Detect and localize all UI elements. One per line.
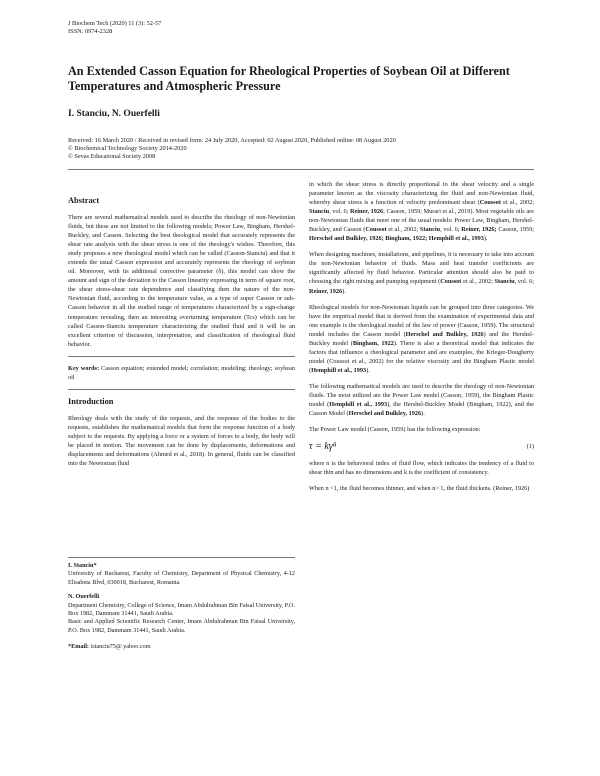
citation: Stanciu [494, 278, 515, 286]
citation: Coussot [365, 226, 387, 234]
equation-formula: τ = kγ̇ⁿ [309, 441, 336, 453]
author-affiliations [68, 562, 295, 652]
affiliation-address: Department Chemistry, College of Science, Imam Abdulrahman Bin Faisal University, P.O. Box 1982, Dammam 31441, Saudi Arabia. [68, 601, 295, 618]
paragraph: where n is the behavioral index of fluid flow, which indicates the tendency of a fluid to shear thin and has no dimensions and k is the coefficient of consistency. [309, 460, 534, 477]
header-divider [68, 169, 534, 170]
paragraph: The Power Law model (Casson, 1959) has the following expression: [309, 426, 481, 434]
received-dates: Received: 16 March 2020 / Received in revised form: 24 July 2020, Accepted: 02 August 2020, Published online: 08 August 2020 [68, 137, 396, 144]
citation: Reiner, 1926 [309, 287, 343, 295]
citation: Stanciu [419, 226, 441, 234]
citation: Herschel and Bulkley, 1926 [348, 410, 422, 418]
citation: Stanciu [309, 208, 330, 216]
email-label: *Email: [68, 643, 89, 651]
paragraph: in which the shear stress is directly proportional to the shear velocity and a single parameter known as the viscosity characterizing the fluid and non-Newtonian fluid, whereby shear stress is a function of velocity predominant shear (Coussot et al., 2002; Stanciu, vol. 6; Reiner, 1926; Casson, 1959; Murari et al., 2019). Most vegetable oils are non-Newtonian fluids that meet one of the usual models: Power Law, Bingham, Hershel-Buckley, and Casson (Coussot et al., 2002; Stanciu, vol. 6; Reiner, 1926; Casson, 1959; Herschel and Bulkley, 1926; Bingham, 1922; Hemphill et al., 1993). [309, 181, 534, 243]
journal-header [68, 20, 161, 37]
email-address[interactable]: istanciu75@ yahoo.com [90, 643, 151, 651]
affiliation-name: N. Ouerfelli [68, 593, 100, 601]
citation: Reiner, 1926 [349, 208, 384, 216]
affiliation-address: Basic and Applied Scientific Research Center, Imam Abdulrahman Bin Faisal University, P.O. Box 1982, Dammam 31441, Saudi Arabia. [68, 618, 295, 634]
citation: Coussot [440, 278, 462, 286]
citation: Coussot [479, 199, 501, 207]
equation-number: (1) [526, 443, 534, 451]
citation: Reiner, 1926; [461, 226, 497, 234]
keywords-label: Key words: [68, 364, 100, 372]
keywords [68, 364, 295, 382]
equation-1 [309, 442, 534, 451]
paragraph: When designing machines, installations, and pipelines, it is necessary to take into account the non-Newtonian behavior of fluids. Mass and heat transfer coefficients are significantly affected by fluid behavior. Particular attention should also be paid to choosing the right mixing and pumping equipment (Coussot et al., 2002; Stanciu, vol. 6; Reiner, 1926). [309, 251, 534, 295]
citation: Herschel and Bulkley, 1926 [405, 330, 484, 338]
paper-title: An Extended Casson Equation for Rheological Properties of Soybean Oil at Different Temperatures and Atmospheric Pressure [68, 64, 510, 93]
citation: Hemphill et al., 1993 [329, 401, 388, 409]
publication-history [68, 137, 538, 162]
abstract-text: There are several mathematical models used to describe the rheology of non-Newtonian fluids, but these are not limited to the following models; Power Law, Bingham, Hershel-Buckley, and Casson. Selecting the best theological model that accurately represents the shear rate analysis with the shear stress is one of the rheology's wishes. Therefore, this study proposes a new rheological model which can be called (Casson-Stanciu) and that it extends the usual Casson expression and accurately represents the rheology of soybean oil. Moreover, with its additional corrective parameter (δ), this model can show the amount and sign of the deviation to the Casson linearity expressing in term of square root, the shear stress-shear rate dependence and classifying then the nature of the non-Newtonian fluid, according to the temperature value, as a type of super Casson or sub-Casson behavior in all the studied range of temperatures characterized by a sign-change temperature revealing, then an interesting overturning temperature (Tcs) which can be called Casson-Stanciu temperature characterizing the studied fluid and it will be an excellent criterion of discussion, interpretation, and classification of rheological fluid behavior. [68, 214, 295, 348]
paper-authors: I. Stanciu, N. Ouerfelli [68, 109, 160, 119]
abstract-heading: Abstract [68, 196, 100, 205]
citation: Herschel and Bulkley, 1926; Bingham, 1922; Hemphill et al., 1993 [309, 235, 484, 243]
introduction-heading: Introduction [68, 396, 114, 406]
paragraph: When n <1, the fluid becomes thinner, and when n> 1, the fluid thickens. (Reiner, 1926) [309, 485, 530, 493]
paragraph: The following mathematical models are used to describe the rheology of non-Newtonian fluids. The most utilized are the Power Law model (Casson, 1959), the Bingham Plastic model (Hemphill et al., 1993), the Hershel-Buckley Model (Bingham, 1922), and the Casson Model (Herschel and Bulkley, 1926). [309, 382, 534, 418]
paragraph: Rheological models for non-Newtonian liquids can be grouped into three categories. We have the empirical model that is derived from the examination of experimental data and one example is the rheological model of the law of power (Casson, 1959). The structural model includes the Casson model (Herschel and Bulkley, 1926) and the Hershel-Buckley model (Bingham, 1922). There is also a theoretical model that indicates the factors that influence a rheological parameter and are examples, the Krieger-Dougherty model (Coussot et al., 2002) for the relative viscosity and the Bingham Plastic model (Hemphill et al., 1993). [309, 303, 535, 374]
citation: Bingham, 1922 [352, 339, 394, 347]
affiliation-address: University of Bucharest, Faculty of Chemistry, Department of Physical Chemistry, 4-12 Elisabeta Blvd, 030018, Bucharest, Romania. [68, 570, 295, 586]
affiliation-divider [68, 557, 295, 558]
copyright-line-1: © Biochemical Technology Society 2014-2020 [68, 145, 187, 153]
journal-issn: ISSN: 0974-2328 [68, 28, 113, 36]
copyright-line-2: © Sevas Educational Society 2008 [68, 153, 156, 161]
keywords-divider [68, 389, 295, 390]
affiliation-name: I. Stanciu* [68, 562, 97, 569]
corresponding-email [68, 643, 295, 651]
abstract-divider [68, 356, 295, 357]
journal-citation: J Biochem Tech (2020) 11 (3): 52-57 [68, 20, 162, 27]
keywords-text: Casson equation; extended model; correlation; modeling; rheology; soybean oil [68, 364, 295, 381]
right-column [309, 180, 534, 500]
introduction-text: Rheology deals with the study of the requests, and the response of the bodies to the requests, establishes the mathematical models that form the response function of a body subject to the requests. By applying a force or a system of forces to a body, the body will be placed in motion. The movement can be done by displacements, deformations and displacements and deformations (Ahmed et al., 2018). In general, fluids can be classified into the Newtonian fluid [68, 414, 295, 468]
citation: Hemphill et al., 1993 [311, 366, 367, 374]
left-column [68, 196, 295, 475]
